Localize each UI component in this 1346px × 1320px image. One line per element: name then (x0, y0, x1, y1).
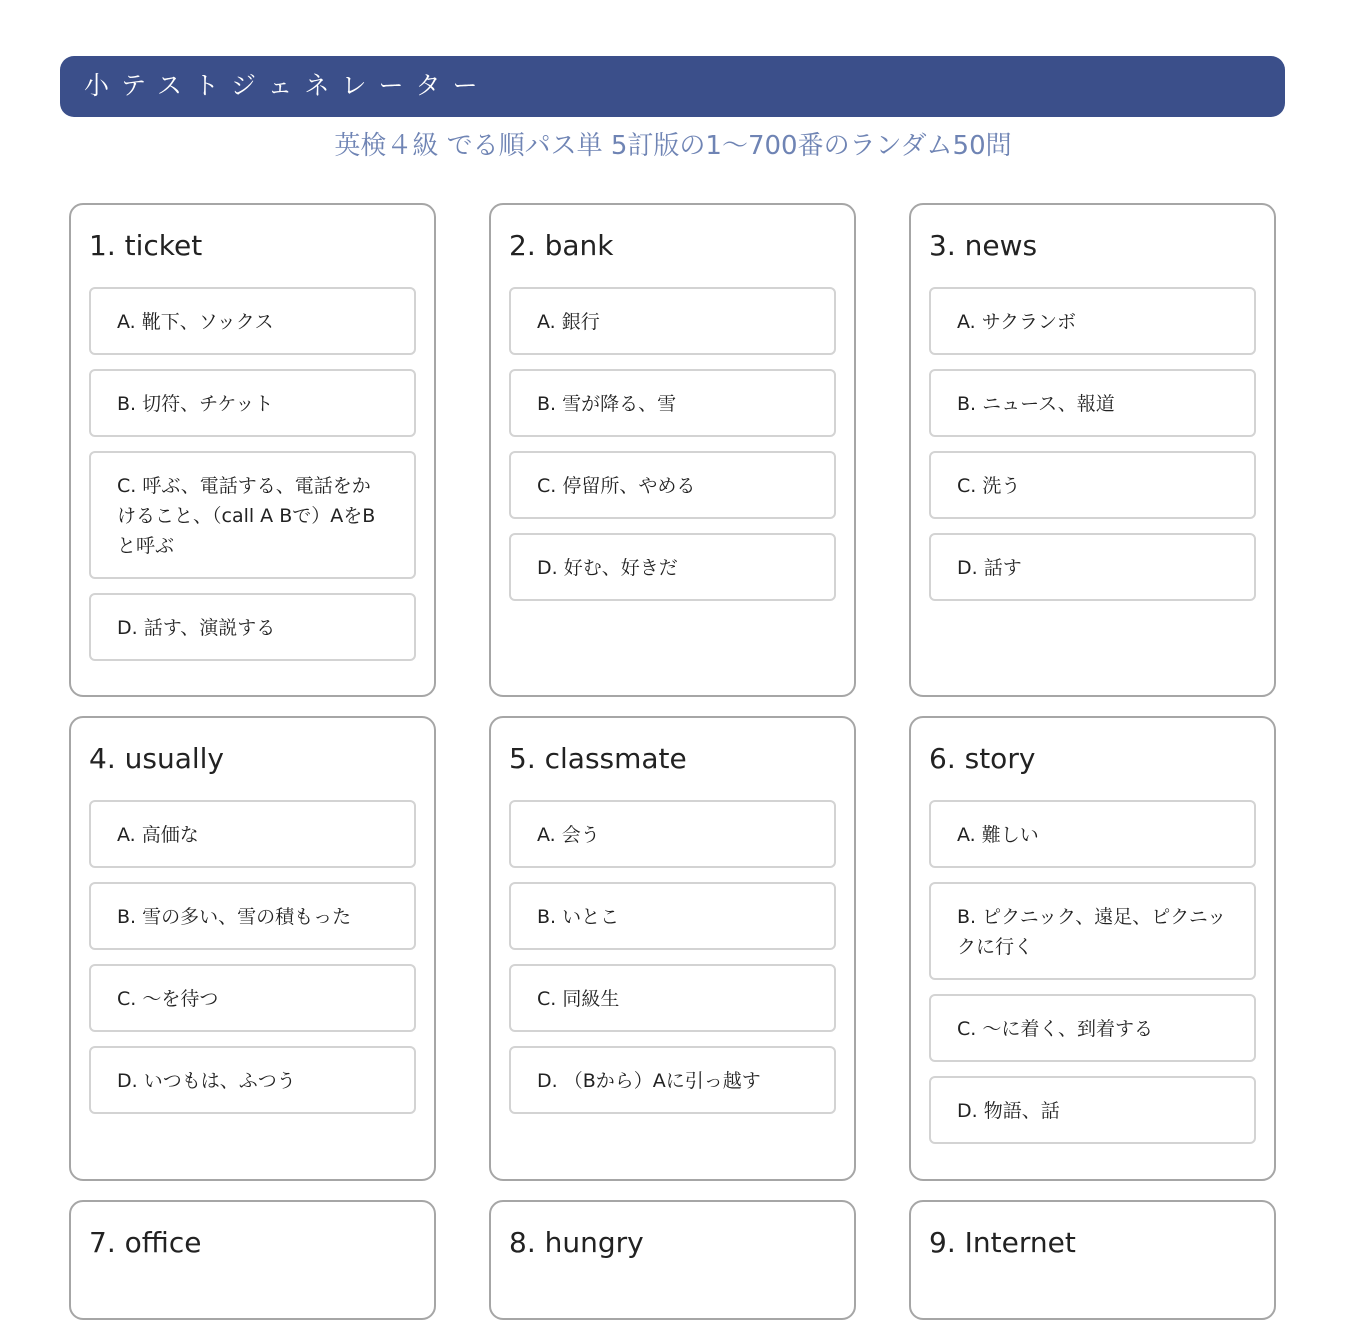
answer-option-b[interactable]: B. いとこ (509, 882, 836, 950)
answer-option-a[interactable]: A. サクランボ (929, 287, 1256, 355)
answer-option-a[interactable]: A. 高価な (89, 800, 416, 868)
question-grid (69, 203, 1276, 1320)
question-card (69, 203, 436, 697)
question-card (69, 716, 436, 1181)
question-word: 4. usually (89, 742, 224, 775)
answer-option-a[interactable]: A. 銀行 (509, 287, 836, 355)
question-word: 2. bank (509, 229, 614, 262)
question-card (69, 1200, 436, 1320)
question-word: 3. news (929, 229, 1038, 262)
answer-option-d[interactable]: D. いつもは、ふつう (89, 1046, 416, 1114)
answer-option-b[interactable]: B. ニュース、報道 (929, 369, 1256, 437)
answer-option-d[interactable]: D. 話す、演説する (89, 593, 416, 661)
quiz-subtitle: 英検４級 でる順パス単 5訂版の1〜700番のランダム50問 (334, 131, 1012, 161)
question-card (909, 716, 1276, 1181)
answer-option-c[interactable]: C. 呼ぶ、電話する、電話をかけること、（call A Bで）AをBと呼ぶ (89, 451, 416, 579)
question-word: 6. story (929, 742, 1036, 775)
question-card (909, 1200, 1276, 1320)
answer-option-a[interactable]: A. 会う (509, 800, 836, 868)
question-word: 1. ticket (89, 229, 203, 262)
question-word: 5. classmate (509, 742, 687, 775)
answer-option-a[interactable]: A. 難しい (929, 800, 1256, 868)
app-header (60, 56, 1285, 117)
question-word: 7. office (89, 1226, 202, 1259)
answer-option-c[interactable]: C. 〜を待つ (89, 964, 416, 1032)
question-card (489, 716, 856, 1181)
answer-option-d[interactable]: D. 好む、好きだ (509, 533, 836, 601)
app-title: 小テストジェネレーター (84, 71, 490, 100)
answer-option-d[interactable]: D. 話す (929, 533, 1256, 601)
question-word: 8. hungry (509, 1226, 644, 1259)
answer-option-c[interactable]: C. 停留所、やめる (509, 451, 836, 519)
answer-option-b[interactable]: B. 雪の多い、雪の積もった (89, 882, 416, 950)
answer-option-b[interactable]: B. ピクニック、遠足、ピクニックに行く (929, 882, 1256, 980)
answer-option-c[interactable]: C. 洗う (929, 451, 1256, 519)
answer-option-a[interactable]: A. 靴下、ソックス (89, 287, 416, 355)
question-word: 9. Internet (929, 1226, 1076, 1259)
question-card (489, 203, 856, 697)
answer-option-b[interactable]: B. 雪が降る、雪 (509, 369, 836, 437)
question-card (489, 1200, 856, 1320)
question-card (909, 203, 1276, 697)
answer-option-c[interactable]: C. 〜に着く、到着する (929, 994, 1256, 1062)
answer-option-d[interactable]: D. 物語、話 (929, 1076, 1256, 1144)
answer-option-b[interactable]: B. 切符、チケット (89, 369, 416, 437)
answer-option-c[interactable]: C. 同級生 (509, 964, 836, 1032)
answer-option-d[interactable]: D. （Bから）Aに引っ越す (509, 1046, 836, 1114)
